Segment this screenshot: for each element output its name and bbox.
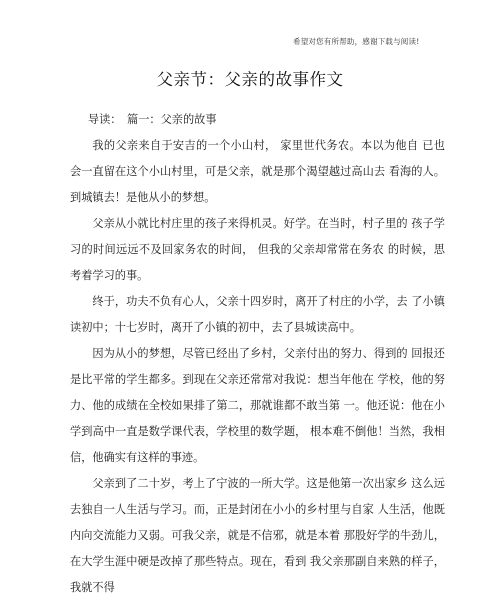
paragraph: 因为从小的梦想，尽管已经出了乡村，父亲付出的努力、得到的 回报还是比平常的学生都多。到现在父亲还常常对我说：想当年他在 学校，他的努力、他的成绩在全校如果排了第二，那就谁都不敢当第 一。他还说：他在小学到高中一直是数学课代表，学校里的数学题， 根本难不倒他！当然，我相信，他确实有这样的事迹。 xyxy=(70,347,445,464)
paragraph: 父亲从小就比村庄里的孩子来得机灵。好学。在当时，村子里的 孩子学习的时间远远不及回家务农的时间， 但我的父亲却常常在务农 的时候，思考着学习的事。 xyxy=(70,217,445,282)
document-body xyxy=(70,107,445,601)
paragraph: 父亲到了二十岁，考上了宁波的一所大学。这是他第一次出家乡 这么远去独自一人生活与学习。而，正是封闭在小小的乡村里与自家 人生活，他既内向交流能力又弱。可我父亲，就是不信邪，就是本着 那股好学的牛劲儿，在大学生涯中硬是改掉了那些特点。现在，看到 我父亲那副自来熟的样子，我就不得 xyxy=(70,477,445,594)
lead-line: 导读： 篇一：父亲的故事 xyxy=(87,113,217,126)
header-note: 希望对您有所帮助，感谢下载与阅读! xyxy=(293,37,420,46)
document-title: 父亲节：父亲的故事作文 xyxy=(156,70,344,89)
paragraph: 终于，功夫不负有心人，父亲十四岁时，离开了村庄的小学，去 了小镇读初中；十七岁时，离开了小镇的初中，去了县城读高中。 xyxy=(70,295,445,334)
paragraph: 我的父亲来自于安吉的一个小山村， 家里世代务农。本以为他自 已也会一直留在这个小山村里，可是父亲，就是那个渴望越过高山去 看海的人。到城镇去！是他从小的梦想。 xyxy=(70,139,445,204)
